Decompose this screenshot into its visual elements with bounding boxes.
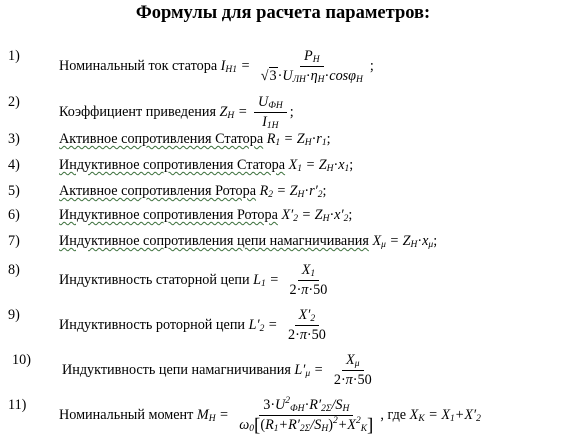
formula-item — [59, 48, 374, 85]
formula: $L'_2$ = $\frac{X'_2}{2\cdot\pi\cdot 50}$ — [249, 317, 333, 333]
formula: $R_1 = Z_H\cdot r_1$; — [266, 131, 331, 148]
formula-item — [59, 307, 333, 344]
formula: $Z_H$ = $\frac{U_{ФН}}{I_{1H}}$ ; — [219, 94, 294, 131]
fraction: $\frac{X_1}{2\cdot\pi\cdot 50}$ — [289, 262, 328, 298]
item-label: Индуктивное сопротивления Ротора — [59, 207, 278, 223]
formula-item — [59, 262, 334, 299]
item-number: 4) — [8, 157, 20, 173]
item-number: 2) — [8, 94, 20, 110]
item-number: 7) — [8, 233, 20, 249]
formula-item — [59, 131, 331, 148]
formula: $X'_2 = Z_H\cdot x'_2$; — [281, 207, 353, 224]
item-number: 11) — [8, 397, 27, 413]
formula: $X_\mu = Z_H\cdot x_\mu$; — [372, 233, 438, 250]
item-label: Индуктивность статорной цепи — [59, 271, 250, 288]
formula-item — [59, 183, 326, 200]
formula-item — [59, 207, 352, 224]
item-number: 1) — [8, 48, 20, 64]
formula-item — [59, 233, 437, 250]
fraction: $\frac{P_H}{√3\cdot U_{ЛН}\cdot\eta_H\cdot\cos\varphi_H}$ — [260, 48, 363, 85]
formula-item — [62, 352, 379, 389]
fraction: $\frac{3\cdot U^2_{ФН}\cdot R'_{2\Sigma}/S_H}{\omega_0[(R_1+R'_{2\Sigma}/S_H)^2+X^2_K]}$ — [239, 396, 374, 436]
fraction: $\frac{U_{ФН}}{I_{1H}}$ — [254, 94, 287, 131]
page-title: Формулы для расчета параметров: — [135, 3, 431, 23]
item-label: Коэффициент приведения — [59, 103, 216, 120]
item-number: 9) — [8, 307, 20, 323]
formula: $L_1$ = $\frac{X_1}{2\cdot\pi\cdot 50}$ — [253, 272, 334, 288]
formula: $L'_\mu$ = $\frac{X_\mu}{2\cdot\pi\cdot 50}$ — [294, 362, 378, 378]
item-label: Индуктивность цепи намагничивания — [62, 361, 291, 378]
item-number: 3) — [8, 131, 20, 147]
formula: $X_1 = Z_H\cdot x_1$; — [288, 157, 354, 174]
item-label: Активное сопротивления Статора — [59, 131, 264, 147]
formula: $R_2 = Z_H\cdot r'_2$; — [259, 183, 327, 200]
item-number: 6) — [8, 207, 20, 223]
item-label: Номинальный ток статора — [59, 57, 218, 74]
item-label: Индуктивность роторной цепи — [59, 316, 246, 333]
formula: $M_H$ = $\frac{3\cdot U^2_{ФН}\cdot R'_{2\Sigma}/S_H}{\omega_0[(R_1+R'_{2\Sigma}/S_H)^2+X^2_K]}$ , где $X_K = X_1+X'_2$ — [196, 396, 481, 436]
fraction: $\frac{X_\mu}{2\cdot\pi\cdot 50}$ — [333, 352, 372, 388]
item-label: Номинальный момент — [59, 406, 194, 423]
formula: $I_{H1}$ = $\frac{P_H}{√3\cdot U_{ЛН}\cdot\eta_H\cdot\cos\varphi_H}$ ; — [220, 48, 374, 85]
item-number: 10) — [12, 352, 31, 368]
formula-item — [59, 94, 294, 131]
formula-tail: , где — [380, 406, 407, 423]
item-label: Индуктивное сопротивления Статора — [59, 157, 286, 173]
item-label: Индуктивное сопротивления цепи намагничивания — [59, 233, 369, 249]
formula-item — [59, 397, 481, 434]
item-number: 8) — [8, 262, 20, 278]
fraction: $\frac{X'_2}{2\cdot\pi\cdot 50}$ — [287, 307, 326, 343]
item-number: 5) — [8, 183, 20, 199]
formula-item — [59, 157, 353, 174]
item-label: Активное сопротивления Ротора — [59, 183, 257, 199]
